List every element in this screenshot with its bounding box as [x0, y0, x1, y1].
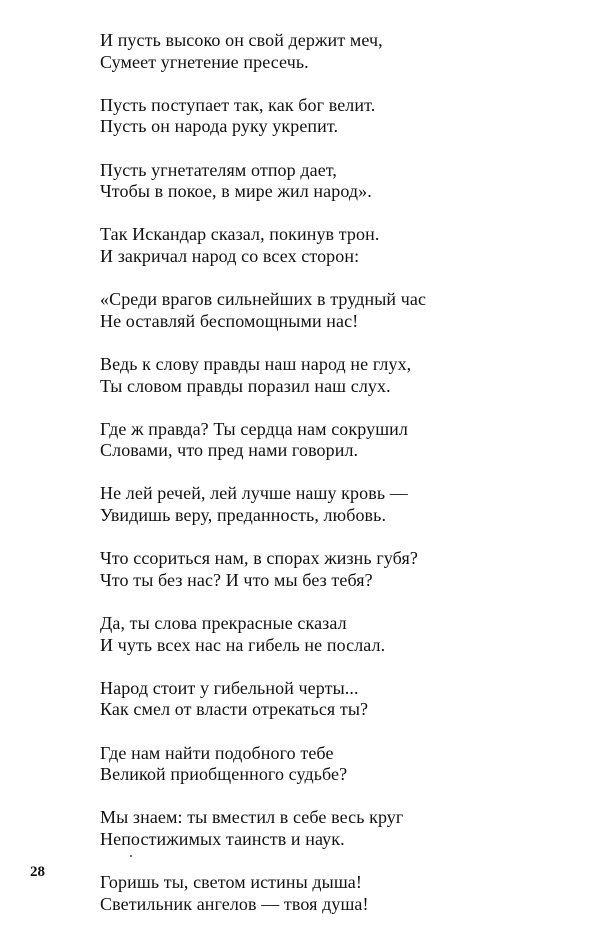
poem-line: Непостижимых таинств и наук.: [100, 828, 345, 849]
poem-line: Словами, что пред нами говорил.: [100, 440, 359, 461]
poem-line: Ты словом правды поразил наш слух.: [100, 375, 391, 396]
poem-line: И закричал народ со всех сторон:: [100, 245, 360, 266]
poem-line: Что ты без нас? И что мы без тебя?: [100, 569, 373, 590]
poem-line: Горишь ты, светом истины дыша!: [100, 872, 362, 893]
stanza: [100, 743, 570, 786]
poem-line: Народ стоит у гибельной черты...: [100, 677, 359, 698]
poem-line: Чтобы в покое, в мире жил народ».: [100, 181, 372, 202]
stanza: [100, 807, 570, 850]
stanza: [100, 483, 570, 526]
print-speck: [130, 855, 132, 857]
poem-line: Пусть угнетателям отпор дает,: [100, 159, 337, 180]
stanza: [100, 419, 570, 462]
stanza: [100, 160, 570, 203]
poem-line: Пусть поступает так, как бог велит.: [100, 94, 376, 115]
stanza: [100, 354, 570, 397]
page-number: 28: [30, 864, 45, 880]
poem-line: Ведь к слову правды наш народ не глух,: [100, 353, 412, 374]
stanza: [100, 678, 570, 721]
poem-line: Так Искандар сказал, покинув трон.: [100, 224, 380, 245]
poem-line: Как смел от власти отрекаться ты?: [100, 699, 369, 720]
stanza: [100, 224, 570, 267]
poem-line: Пусть он народа руку укрепит.: [100, 116, 339, 137]
stanza: [100, 872, 570, 915]
poem-line: Где ж правда? Ты сердца нам сокрушил: [100, 418, 408, 439]
poem-line: Мы знаем: ты вместил в себе весь круг: [100, 807, 404, 828]
poem-line: Где нам найти подобного тебе: [100, 742, 334, 763]
poem-line: «Среди врагов сильнейших в трудный час: [100, 289, 427, 310]
stanza: [100, 30, 570, 73]
poem-line: Да, ты слова прекрасные сказал: [100, 613, 347, 634]
stanza: [100, 289, 570, 332]
poem-line: Сумеет угнетение пресечь.: [100, 51, 309, 72]
poem-text: [100, 30, 570, 937]
stanza: [100, 613, 570, 656]
poem-line: И пусть высоко он свой держит меч,: [100, 30, 383, 50]
poem-line: Что ссориться нам, в спорах жизнь губя?: [100, 548, 418, 569]
poem-line: Не оставляй беспомощными нас!: [100, 310, 359, 331]
stanza: [100, 548, 570, 591]
poem-line: Великой приобщенного судьбе?: [100, 764, 348, 785]
poem-line: Не лей речей, лей лучше нашу кровь —: [100, 483, 408, 504]
poem-line: Светильник ангелов — твоя душа!: [100, 893, 369, 914]
stanza: [100, 95, 570, 138]
poem-line: Увидишь веру, преданность, любовь.: [100, 505, 387, 526]
poem-line: И чуть всех нас на гибель не послал.: [100, 634, 386, 655]
